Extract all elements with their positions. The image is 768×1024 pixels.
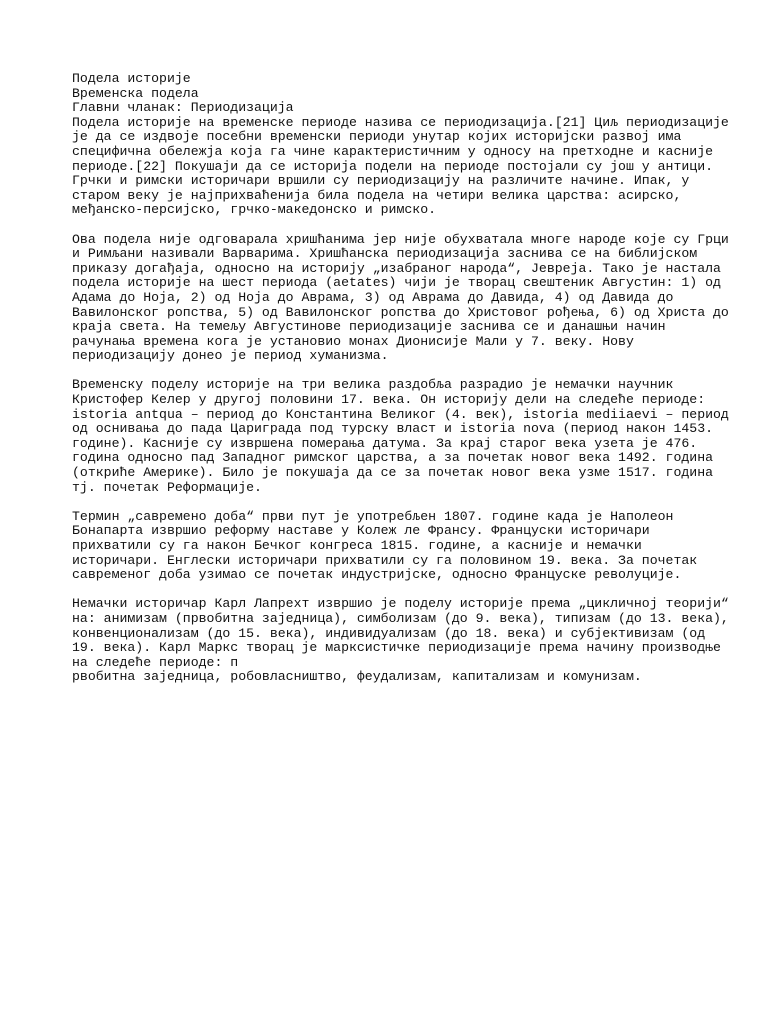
paragraph-line: Подела историје на временске периоде назива се периодизација.[21] Циљ периодизације	[72, 114, 729, 130]
document-page	[72, 71, 729, 685]
paragraph-line: Немачки историчар Карл Лапрехт извршио је поделу историје према „цикличној теорији“	[72, 596, 729, 612]
paragraph-spacer	[72, 364, 702, 379]
paragraph-line: (откриће Америке). Било је покушаја да се за почетак новог века узме 1517. година	[72, 465, 714, 481]
paragraph-line: међанско-персијско, грчко-македонско и римско.	[72, 202, 437, 218]
paragraph-line: савременог доба узимао се почетак индустријске, односно Француске револуције.	[72, 567, 682, 583]
paragraph-cyclic-theory	[72, 596, 729, 685]
paragraph-line: рачунања времена кога је установио монах Дионисије Мали у 7. веку. Нову	[72, 333, 634, 349]
paragraph-line: istoria antqua – период до Константина Великог (4. век), istoria mediiaevi – период	[72, 406, 729, 422]
paragraph-line: 19. века). Карл Маркс творац је марксистичке периодизације према начину производње	[72, 640, 721, 656]
paragraph-line: рвобитна заједница, робовласништво, феудализам, капитализам и комунизам.	[72, 669, 642, 685]
paragraph-spacer	[72, 218, 702, 233]
main-article-note: Главни чланак: Периодизација	[72, 100, 294, 116]
paragraph-line: краја света. На темељу Августинове периодизације заснива се и данашњи начин	[72, 319, 666, 335]
paragraph-line: Бонапарта извршио реформу наставе у Колеж ле Франсу. Француски историчари	[72, 523, 650, 539]
paragraph-line: на: анимизам (првобитна заједница), симболизам (до 9. века), типизам (до 13. века),	[72, 610, 729, 626]
paragraph-line: године). Касније су извршена померања датума. За крај старог века узета је 476.	[72, 435, 698, 451]
paragraph-line: година односно пад Западног римског царства, а за почетак новог века 1492. година	[72, 450, 714, 466]
paragraph-line: на следеће периоде: п	[72, 654, 239, 670]
heading-block	[72, 72, 702, 116]
section-title: Подела историје	[72, 71, 191, 86]
paragraph-line: приказу догађаја, односно на историју „изабраног народа“, Јевреја. Тако је настала	[72, 260, 721, 276]
paragraph-christian-periodization	[72, 231, 729, 364]
paragraph-line: од оснивања до пада Цариграда под турску власт и istoria nova (период након 1453.	[72, 421, 714, 437]
paragraph-line: специфична обележја која га чине карактеристичним у односу на претходне и касније	[72, 143, 714, 159]
paragraph-line: историчари. Енглески историчари прихватили су га половином 19. века. За почетак	[72, 552, 698, 568]
subsection-title: Временска подела	[72, 85, 199, 101]
paragraph-line: је да се издвоје посебни временски периоди унутар којих историјски развој има	[72, 129, 682, 145]
paragraph-line: Термин „савремено доба“ први пут је употребљен 1807. године када је Наполеон	[72, 508, 674, 524]
paragraph-line: Адама до Ноја, 2) од Ноја до Аврама, 3) од Аврама до Давида, 4) од Давида до	[72, 289, 674, 305]
paragraph-three-eras	[72, 377, 729, 495]
paragraph-line: периодизацију донео је период хуманизма.	[72, 348, 389, 364]
paragraph-spacer	[72, 495, 702, 510]
paragraph-line: Ова подела није одговарала хришћанима јер није обухватала многе народе које су Грци	[72, 231, 729, 247]
paragraph-line: Грчки и римски историчари вршили су периодизацију на различите начине. Ипак, у	[72, 173, 690, 189]
paragraph-line: и Римљани називали Варварима. Хришћанска периодизација заснива се на библијском	[72, 246, 698, 262]
paragraph-line: Кристофер Келер у другој половини 17. века. Он историју дели на следеће периоде:	[72, 392, 706, 408]
paragraph-line: подела историје на шест периода (aetates) чији је творац свештеник Августин: 1) од	[72, 275, 721, 291]
paragraph-line: Вавилонског ропства, 5) од Вавилонског ропства до Христовог рођења, 6) од Христа до	[72, 304, 729, 320]
paragraph-line: тј. почетак Реформације.	[72, 479, 262, 495]
paragraph-spacer	[72, 583, 702, 598]
paragraph-line: прихватили су га након Бечког конгреса 1815. године, а касније и немачки	[72, 538, 642, 553]
paragraph-line: конвенционализам (до 15. века), индивидуализам (до 18. века) и субјективизам (од	[72, 625, 706, 641]
paragraph-modern-era	[72, 510, 702, 583]
paragraph-line: старом веку је најприхваћенија била подела на четири велика царства: асирско,	[72, 187, 682, 203]
paragraph-line: периоде.[22] Покушаји да се историја подели на периоде постојали су још у антици.	[72, 158, 714, 174]
paragraph-periodization-intro	[72, 114, 729, 218]
paragraph-line: Временску поделу историје на три велика раздобља разрадио је немачки научник	[72, 377, 674, 393]
